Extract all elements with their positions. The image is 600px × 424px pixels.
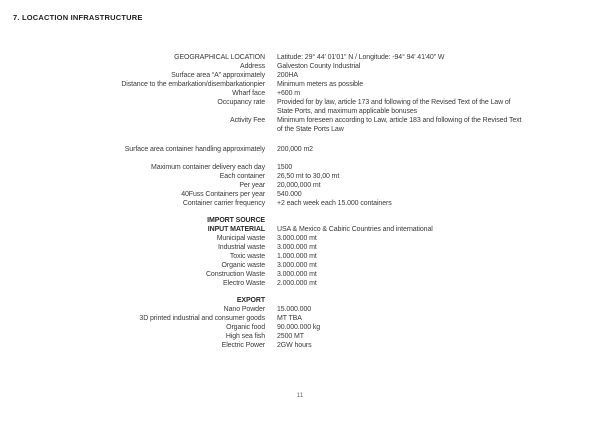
spec-row bbox=[0, 80, 600, 89]
spec-label: Maximum container delivery each day bbox=[151, 164, 265, 171]
spec-label: Organic food bbox=[226, 324, 265, 331]
spec-value: 90.000.000 kg bbox=[277, 324, 321, 331]
section-header-label: INPUT MATERIAL bbox=[207, 226, 265, 233]
spec-row bbox=[0, 305, 600, 314]
spec-label: Municipal waste bbox=[216, 235, 265, 242]
spec-label: Address bbox=[240, 63, 265, 70]
spec-row bbox=[0, 279, 600, 288]
spec-row bbox=[0, 323, 600, 332]
spec-row bbox=[0, 62, 600, 71]
spec-value: 2500 MT bbox=[277, 333, 304, 340]
spec-value: Galveston County Industrial bbox=[277, 63, 361, 70]
section-header-label: EXPORT bbox=[236, 297, 265, 304]
spec-row bbox=[0, 53, 600, 62]
spec-row bbox=[0, 190, 600, 199]
spec-label: GEOGRAPHICAL LOCATION bbox=[174, 54, 265, 61]
section-header-label: IMPORT SOURCE bbox=[207, 217, 265, 224]
spec-row bbox=[0, 181, 600, 190]
spec-row bbox=[0, 98, 600, 116]
spec-value: +600 m bbox=[277, 90, 300, 97]
spec-value: 1500 bbox=[277, 164, 293, 171]
spec-value: 3.000.000 mt bbox=[277, 262, 317, 269]
spec-row bbox=[0, 89, 600, 98]
spec-value: Minimum meters as possible bbox=[277, 81, 364, 88]
spec-value: 2GW hours bbox=[277, 342, 312, 349]
section-container-capacity bbox=[0, 163, 600, 208]
spec-label: 3D printed industrial and consumer goods bbox=[139, 315, 265, 322]
spec-row bbox=[0, 145, 600, 154]
spec-value: Provided for by law, article 173 and following of the Revised Text of the Law of State Ports, and maximum applicable bonuses bbox=[277, 99, 511, 115]
spec-value: Latitude: 29° 44' 01'01" N / Longitude: -94° 94' 41'40" W bbox=[277, 54, 445, 61]
spec-label: Toxic waste bbox=[229, 253, 265, 260]
spec-label: Electro Waste bbox=[222, 280, 265, 287]
spec-value: 20,000,000 mt bbox=[277, 182, 321, 189]
spec-value: Minimum foreseen according to Law, article 183 and following of the Revised Text of the State Ports Law bbox=[277, 117, 522, 133]
spec-value: 200,000 m2 bbox=[277, 146, 313, 153]
spec-label: Industrial waste bbox=[217, 244, 265, 251]
spec-label: Organic waste bbox=[221, 262, 265, 269]
spec-label: Per year bbox=[239, 182, 265, 189]
page-title: 7. LOCACTION INFRASTRUCTURE bbox=[13, 13, 143, 22]
spec-label: Wharf face bbox=[232, 90, 265, 97]
spec-label: High sea fish bbox=[225, 333, 265, 340]
spec-row bbox=[0, 341, 600, 350]
spec-value: MT TBA bbox=[277, 315, 302, 322]
page-number: 11 bbox=[296, 392, 304, 399]
spec-row bbox=[0, 314, 600, 323]
spec-value: 2.000.000 mt bbox=[277, 280, 317, 287]
spec-label: Construction Waste bbox=[205, 271, 265, 278]
spec-label: 40Fuss Containers per year bbox=[181, 191, 265, 198]
spec-row bbox=[0, 71, 600, 80]
spec-value: 200HA bbox=[277, 72, 298, 79]
section-export bbox=[0, 296, 600, 350]
spec-label: Surface area container handling approximately bbox=[124, 146, 265, 153]
spec-label: Nano Powder bbox=[223, 306, 265, 313]
spec-value: 3.000.000 mt bbox=[277, 235, 317, 242]
spec-value: 26,50 mt to 30,00 mt bbox=[277, 173, 340, 180]
spec-label: Container carrier frequency bbox=[182, 200, 265, 207]
spec-row bbox=[0, 243, 600, 252]
spec-value: USA & Mexico & Cabiric Countries and international bbox=[277, 226, 433, 233]
spec-label: Surface area “A” approximately bbox=[171, 72, 265, 79]
spec-label: Occupancy rate bbox=[217, 99, 265, 106]
spec-row bbox=[0, 172, 600, 181]
spec-row bbox=[0, 332, 600, 341]
section-surface-area bbox=[0, 145, 600, 154]
spec-label: Distance to the embarkation/disembarkationpier bbox=[121, 81, 265, 88]
spec-row bbox=[0, 234, 600, 243]
spec-label: Activity Fee bbox=[230, 117, 265, 124]
spec-row-header bbox=[0, 216, 600, 225]
spec-row bbox=[0, 163, 600, 172]
spec-label: Electric Power bbox=[221, 342, 265, 349]
spec-label: Each container bbox=[219, 173, 265, 180]
section-import-source bbox=[0, 216, 600, 288]
spec-value: 540.000 bbox=[277, 191, 302, 198]
spec-row-header bbox=[0, 296, 600, 305]
spec-row bbox=[0, 116, 600, 134]
spec-row bbox=[0, 252, 600, 261]
spec-value: 1.000.000 mt bbox=[277, 253, 317, 260]
spec-row bbox=[0, 270, 600, 279]
spec-value: 3.000.000 mt bbox=[277, 244, 317, 251]
spec-row bbox=[0, 199, 600, 208]
spec-value: 3.000.000 mt bbox=[277, 271, 317, 278]
spec-row bbox=[0, 261, 600, 270]
section-general-location bbox=[0, 53, 600, 134]
spec-value: +2 each week each 15.000 containers bbox=[277, 200, 392, 207]
spec-content bbox=[0, 53, 600, 350]
spec-value: 15.000.000 bbox=[277, 306, 312, 313]
spec-row-header bbox=[0, 225, 600, 234]
